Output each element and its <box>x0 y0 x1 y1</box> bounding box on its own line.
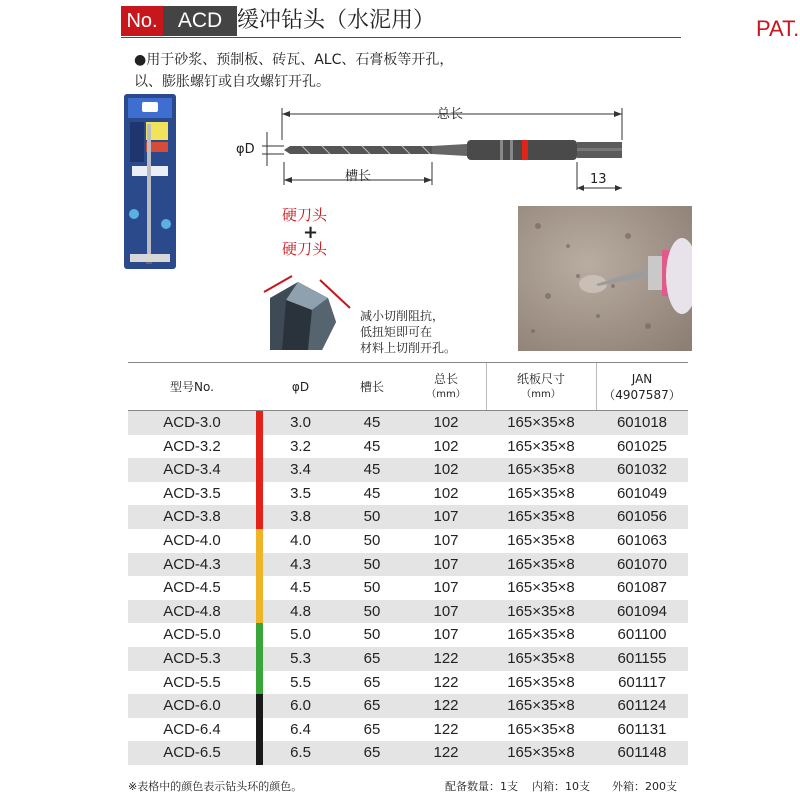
ring-color-indicator <box>256 741 263 765</box>
cell-total-length: 107 <box>433 532 459 549</box>
cell-diameter: 4.3 <box>290 555 311 573</box>
cell-groove-length: 45 <box>363 461 381 479</box>
cell-card-size: 165×35×8 <box>507 508 575 526</box>
cell-groove-length: 50 <box>363 532 381 549</box>
cell-groove-length: 50 <box>363 626 381 644</box>
cell-jan: 601117 <box>618 673 666 691</box>
cell-total-length: 107 <box>433 579 459 597</box>
cell-diameter: 4.5 <box>290 579 311 597</box>
cell-groove-length: 65 <box>363 650 381 667</box>
tip-note-line-3: 材料上切削开孔。 <box>360 341 457 355</box>
tip-note-line-2: 低扭矩即可在 <box>360 325 433 339</box>
product-code-badge: ACD <box>163 6 237 36</box>
ring-color-indicator <box>256 482 263 506</box>
cell-groove-length: 50 <box>363 508 381 526</box>
footer-inner-box: 内箱：10支 <box>532 780 590 793</box>
cell-card-size: 165×35×8 <box>507 697 575 715</box>
cell-total-length: 107 <box>433 602 459 620</box>
cell-jan: 601063 <box>616 532 668 549</box>
cell-diameter: 5.5 <box>290 673 311 691</box>
cell-model: ACD-4.5 <box>163 579 221 597</box>
cell-card-size: 165×35×8 <box>507 626 575 644</box>
cell-total-length: 102 <box>433 414 459 431</box>
cell-card-size: 165×35×8 <box>507 744 575 762</box>
header-total: 总长 （mm） <box>426 371 466 400</box>
ring-color-indicator <box>256 694 263 718</box>
ring-color-indicator <box>256 600 263 624</box>
cell-jan: 601032 <box>616 461 668 479</box>
table-row <box>128 600 688 624</box>
cell-model: ACD-5.5 <box>163 673 221 691</box>
cell-jan: 601025 <box>616 437 668 455</box>
page-title: 缓冲钻头（水泥用） <box>237 8 436 33</box>
table-row <box>128 482 688 506</box>
cell-total-length: 122 <box>433 744 459 762</box>
cell-diameter: 5.0 <box>290 626 311 644</box>
cell-total-length: 122 <box>433 697 459 715</box>
cell-groove-length: 65 <box>363 720 381 738</box>
table-row <box>128 411 688 435</box>
cell-jan: 601018 <box>616 414 668 431</box>
footer-outer-box: 外箱：200支 <box>612 780 677 793</box>
cell-total-length: 107 <box>433 626 459 644</box>
header <box>121 6 800 41</box>
shank-length-label: 13 <box>590 172 607 187</box>
table-row <box>128 435 688 459</box>
cell-model: ACD-6.5 <box>163 744 221 762</box>
drilling-photo <box>518 206 692 351</box>
cell-model: ACD-6.0 <box>163 697 221 715</box>
patent-mark: PAT. <box>756 16 800 41</box>
header-groove: 槽长 <box>359 379 384 394</box>
ring-color-indicator <box>256 505 263 529</box>
table-row <box>128 576 688 600</box>
cell-groove-length: 65 <box>363 673 381 691</box>
cell-jan: 601049 <box>616 484 668 502</box>
table-row <box>128 623 688 647</box>
cell-model: ACD-5.0 <box>163 626 221 644</box>
cell-jan: 601087 <box>616 579 668 597</box>
table-row <box>128 505 688 529</box>
table-header <box>128 362 688 411</box>
table-row <box>128 458 688 482</box>
cell-jan: 601056 <box>616 508 668 526</box>
footer-pack-qty: 配备数量：1支 <box>445 780 518 793</box>
cell-groove-length: 45 <box>363 414 381 431</box>
ring-color-indicator <box>256 623 263 647</box>
cell-model: ACD-4.8 <box>163 602 221 620</box>
cell-groove-length: 45 <box>363 484 381 502</box>
cell-total-length: 107 <box>433 555 459 573</box>
cell-groove-length: 65 <box>363 697 381 715</box>
cell-diameter: 3.5 <box>290 484 311 502</box>
groove-length-label: 槽长 <box>345 169 372 184</box>
drill-tip-closeup <box>262 270 354 352</box>
cell-card-size: 165×35×8 <box>507 579 575 597</box>
cell-card-size: 165×35×8 <box>507 650 575 667</box>
cell-model: ACD-4.0 <box>163 532 221 549</box>
ring-color-indicator <box>256 647 263 671</box>
header-jan: JAN （4907587） <box>603 371 681 402</box>
ring-color-indicator <box>256 411 263 435</box>
cell-jan: 601094 <box>616 602 668 620</box>
ring-color-indicator <box>256 671 263 695</box>
ring-color-indicator <box>256 529 263 553</box>
header-diameter: φD <box>291 379 310 394</box>
cell-card-size: 165×35×8 <box>507 437 575 455</box>
header-card-size: 纸板尺寸 （mm） <box>516 371 565 400</box>
cell-total-length: 107 <box>433 508 459 526</box>
cell-groove-length: 50 <box>363 602 381 620</box>
cell-diameter: 4.0 <box>290 532 311 549</box>
cell-groove-length: 50 <box>363 555 381 573</box>
ring-color-indicator <box>256 576 263 600</box>
diameter-label: φD <box>236 142 255 157</box>
cell-groove-length: 45 <box>363 437 381 455</box>
cell-groove-length: 50 <box>363 579 381 597</box>
cell-diameter: 3.8 <box>290 508 311 526</box>
cell-groove-length: 65 <box>363 744 381 762</box>
cell-model: ACD-3.2 <box>163 437 221 455</box>
ring-color-indicator <box>256 435 263 459</box>
no-badge: No. <box>121 6 163 36</box>
carbide-label-2: 硬刀头 <box>282 240 328 258</box>
cell-diameter: 4.8 <box>290 602 311 620</box>
cell-total-length: 102 <box>433 437 459 455</box>
cell-diameter: 6.5 <box>290 744 311 762</box>
ring-color-indicator <box>256 718 263 742</box>
cell-jan: 601131 <box>617 720 667 738</box>
cell-model: ACD-3.5 <box>163 484 221 502</box>
cell-jan: 601148 <box>617 744 667 762</box>
table-row <box>128 741 688 765</box>
carbide-label-1: 硬刀头 <box>282 206 328 224</box>
cell-total-length: 102 <box>433 461 459 479</box>
description-line-2: 以、膨胀螺钉或自攻螺钉开孔。 <box>134 74 330 90</box>
cell-card-size: 165×35×8 <box>507 555 575 573</box>
cell-card-size: 165×35×8 <box>507 720 575 738</box>
cell-jan: 601070 <box>616 555 668 573</box>
cell-card-size: 165×35×8 <box>507 414 575 431</box>
description-line-1: ●用于砂浆、预制板、砖瓦、ALC、石膏板等开孔， <box>134 52 454 68</box>
table-row <box>128 671 688 695</box>
cell-model: ACD-6.4 <box>163 720 221 738</box>
ring-color-indicator <box>256 553 263 577</box>
header-divider <box>121 37 681 38</box>
cell-diameter: 3.0 <box>290 414 311 431</box>
table-row <box>128 553 688 577</box>
table-row <box>128 718 688 742</box>
cell-jan: 601124 <box>617 697 667 715</box>
cell-card-size: 165×35×8 <box>507 484 575 502</box>
cell-card-size: 165×35×8 <box>507 602 575 620</box>
package-image <box>122 94 178 269</box>
plus-sign: + <box>303 222 319 243</box>
cell-model: ACD-3.0 <box>163 414 221 431</box>
cell-total-length: 122 <box>433 650 459 667</box>
total-length-label: 总长 <box>437 107 464 122</box>
cell-jan: 601100 <box>617 626 667 644</box>
footer-note: ※表格中的颜色表示钻头环的颜色。 <box>128 780 303 793</box>
table-row <box>128 529 688 553</box>
cell-diameter: 3.2 <box>290 437 311 455</box>
cell-card-size: 165×35×8 <box>507 532 575 549</box>
cell-model: ACD-3.8 <box>163 508 221 526</box>
cell-total-length: 122 <box>433 720 459 738</box>
cell-model: ACD-4.3 <box>163 555 221 573</box>
cell-jan: 601155 <box>617 650 667 667</box>
cell-diameter: 3.4 <box>290 461 311 479</box>
ring-color-indicator <box>256 458 263 482</box>
table-row <box>128 694 688 718</box>
cell-diameter: 6.0 <box>290 697 311 715</box>
cell-model: ACD-5.3 <box>163 650 221 667</box>
cell-diameter: 6.4 <box>290 720 311 738</box>
cell-card-size: 165×35×8 <box>507 673 575 691</box>
cell-total-length: 122 <box>433 673 459 691</box>
cell-total-length: 102 <box>433 484 459 502</box>
table-row <box>128 647 688 671</box>
cell-diameter: 5.3 <box>290 650 311 667</box>
cell-card-size: 165×35×8 <box>507 461 575 479</box>
tip-note-line-1: 减小切削阻抗， <box>360 309 445 323</box>
header-model: 型号No. <box>170 379 214 394</box>
cell-model: ACD-3.4 <box>163 461 221 479</box>
